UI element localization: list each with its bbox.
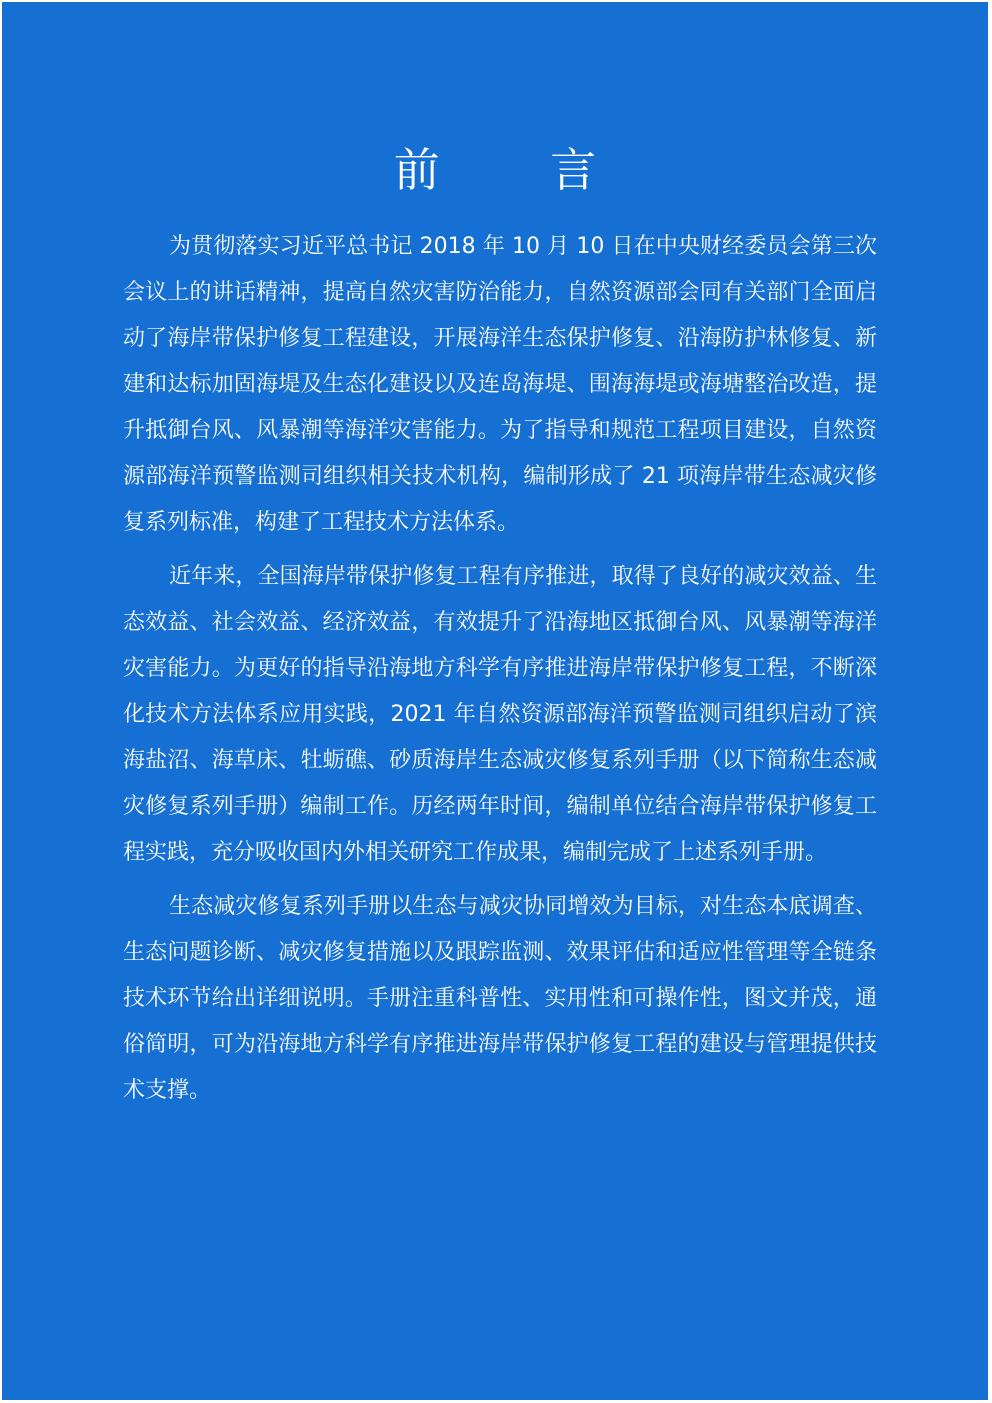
paragraph-2: 近年来，全国海岸带保护修复工程有序推进，取得了良好的减灾效益、生态效益、社会效益、经济效益，有效提升了沿海地区抵御台风、风暴潮等海洋灾害能力。为更好的指导沿海地方科学有序推进海岸带保护修复工程，不断深化技术方法体系应用实践，2021 年自然资源部海洋预警监测司组织启动了滨海盐沼、海草床、牡蛎礁、砂质海岸生态减灾修复系列手册（以下简称生态减灾修复系列手册）编制工作。历经两年时间，编制单位结合海岸带保护修复工程实践，充分吸收国内外相关研究工作成果，编制完成了上述系列手册。 [123,564,877,865]
preface-page [2,2,988,1400]
paragraph-1: 为贯彻落实习近平总书记 2018 年 10 月 10 日在中央财经委员会第三次会议上的讲话精神，提高自然灾害防治能力，自然资源部会同有关部门全面启动了海岸带保护修复工程建设，开展海洋生态保护修复、沿海防护林修复、新建和达标加固海堤及生态化建设以及连岛海堤、围海海堤或海塘整治改造，提升抵御台风、风暴潮等海洋灾害能力。为了指导和规范工程项目建设，自然资源部海洋预警监测司组织相关技术机构，编制形成了 21 项海岸带生态减灾修复系列标准，构建了工程技术方法体系。 [123,234,877,535]
paragraph-3: 生态减灾修复系列手册以生态与减灾协同增效为目标，对生态本底调查、生态问题诊断、减灾修复措施以及跟踪监测、效果评估和适应性管理等全链条技术环节给出详细说明。手册注重科普性、实用性和可操作性，图文并茂，通俗简明，可为沿海地方科学有序推进海岸带保护修复工程的建设与管理提供技术支撑。 [123,894,877,1103]
preface-body [123,224,877,1122]
page-title: 前 言 [393,143,645,197]
